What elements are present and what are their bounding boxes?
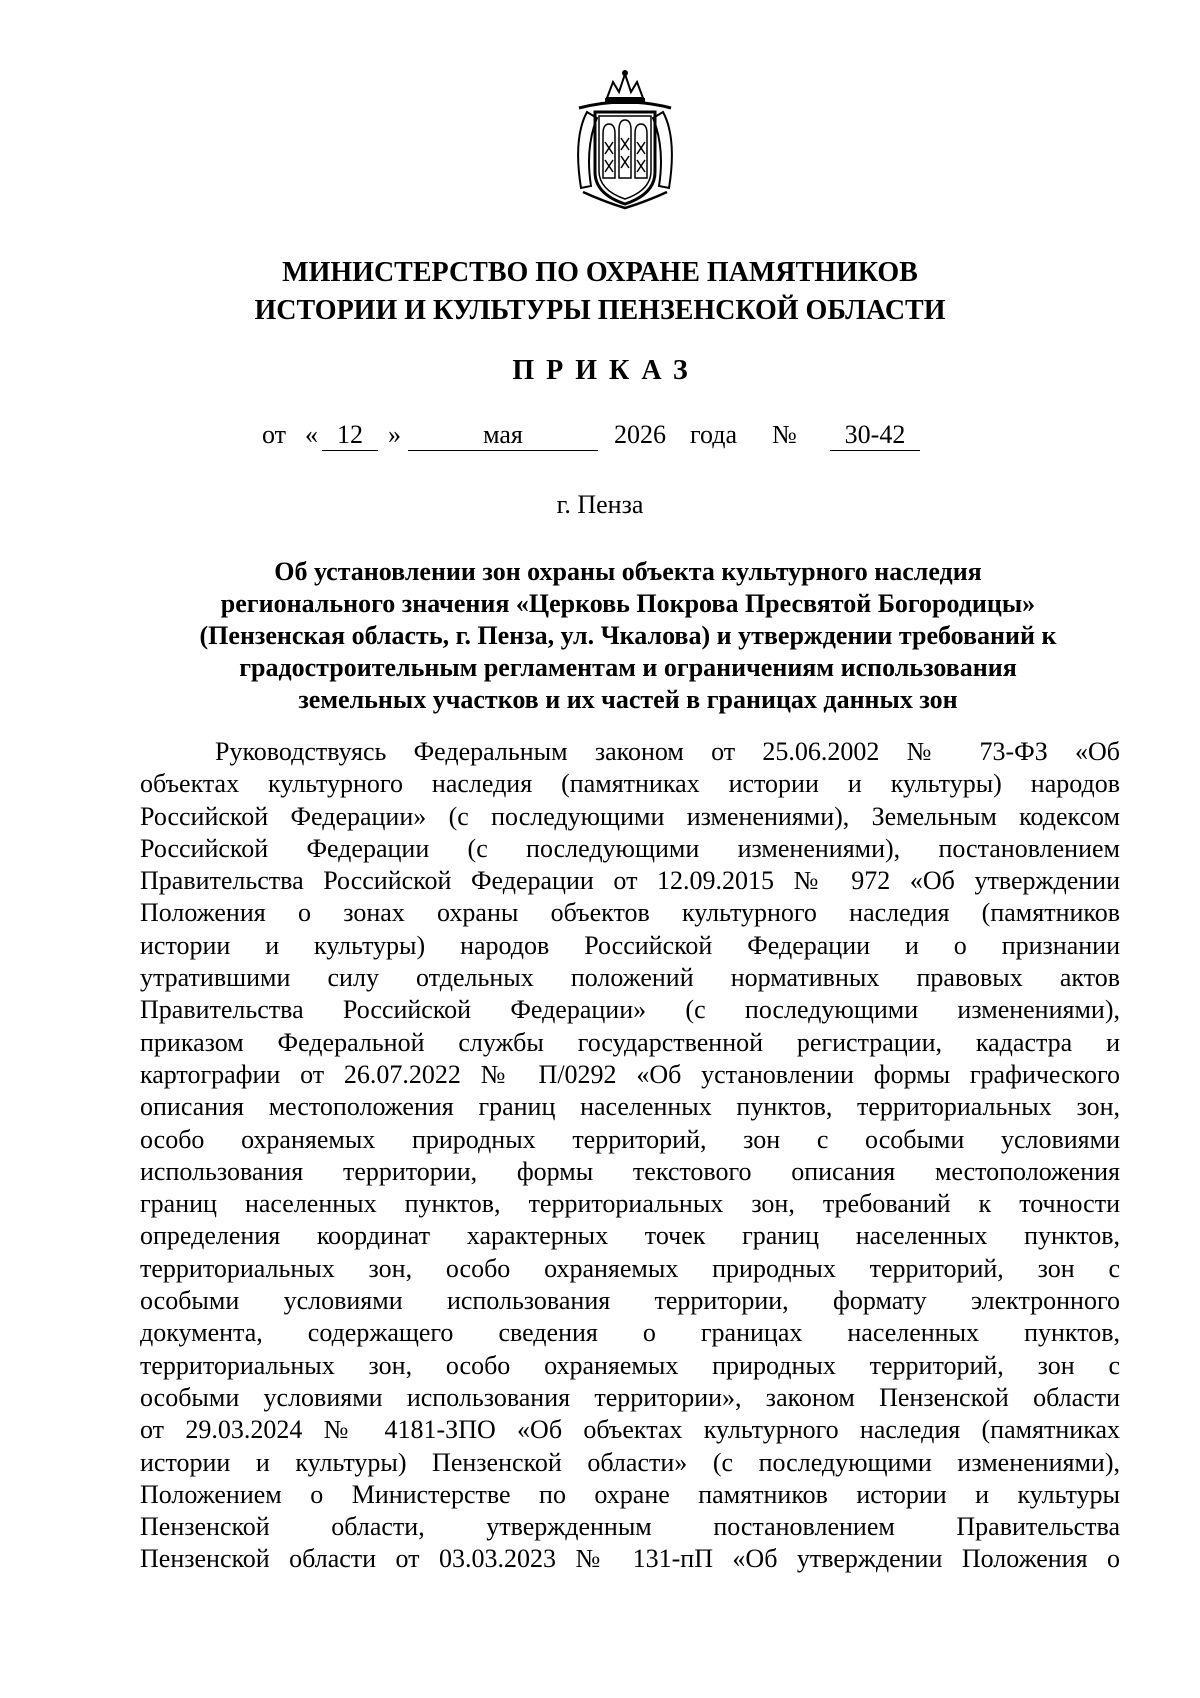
title-line: (Пензенская область, г. Пенза, ул. Чкалова) и утверждении требований к <box>199 621 1057 650</box>
ministry-name-line-1: МИНИСТЕРСТВО ПО ОХРАНЕ ПАМЯТНИКОВ <box>282 257 918 288</box>
date-number-line <box>0 420 1200 456</box>
body-line: объектах культурного наследия (памятниках истории и культуры) народов <box>140 769 1120 799</box>
body-line: Российской Федерации» (с последующими изменениями), Земельным кодексом <box>140 801 1120 831</box>
body-line: утратившими силу отдельных положений нормативных правовых актов <box>140 963 1120 993</box>
from-label: от <box>262 420 287 449</box>
body-line: территориальных зон, особо охраняемых природных территорий, зон с <box>140 1350 1120 1380</box>
quote-close: » <box>388 420 401 449</box>
title-line: земельных участков и их частей в границах данных зон <box>298 685 958 714</box>
document-body <box>140 736 1120 1576</box>
body-line: Пензенской области от 03.03.2023 № 131-пП «Об утверждении Положения о <box>140 1544 1120 1574</box>
body-line: документа, содержащего сведения о границах населенных пунктов, <box>140 1318 1120 1348</box>
body-line: истории и культуры) народов Российской Федерации и о признании <box>140 930 1120 960</box>
body-line: использования территории, формы текстового описания местоположения <box>140 1156 1120 1186</box>
ministry-name-line-2: ИСТОРИИ И КУЛЬТУРЫ ПЕНЗЕНСКОЙ ОБЛАСТИ <box>254 295 946 326</box>
document-type: ПРИКАЗ <box>512 355 700 386</box>
city-name: г. Пенза <box>556 490 644 519</box>
year-label: года <box>690 420 738 449</box>
document-title <box>160 556 1096 716</box>
body-line: описания местоположения границ населенных пунктов, территориальных зон, <box>140 1092 1120 1122</box>
body-line: особо охраняемых природных территорий, зон с особыми условиями <box>140 1124 1120 1154</box>
quote-open: « <box>305 420 318 449</box>
body-line: Правительства Российской Федерации от 12.09.2015 № 972 «Об утверждении <box>140 866 1120 896</box>
body-line: определения координат характерных точек границ населенных пунктов, <box>140 1221 1120 1251</box>
body-line: от 29.03.2024 № 4181-ЗПО «Об объектах культурного наследия (памятниках <box>140 1415 1120 1445</box>
body-line: картографии от 26.07.2022 № П/0292 «Об установлении формы графического <box>140 1059 1120 1089</box>
body-line: Правительства Российской Федерации» (с последующими изменениями), <box>140 995 1120 1025</box>
day-field: 12 <box>322 420 378 451</box>
body-line: приказом Федеральной службы государственной регистрации, кадастра и <box>140 1027 1120 1057</box>
title-line: Об установлении зон охраны объекта культурного наследия <box>274 557 982 586</box>
title-line: регионального значения «Церковь Покрова Пресвятой Богородицы» <box>220 589 1036 618</box>
body-line: особыми условиями использования территории, формату электронного <box>140 1286 1120 1316</box>
body-line: Положением о Министерстве по охране памятников истории и культуры <box>140 1479 1120 1509</box>
year-value: 2026 <box>614 420 666 449</box>
body-line: Пензенской области, утвержденным постановлением Правительства <box>140 1512 1120 1542</box>
body-line: особыми условиями использования территории», законом Пензенской области <box>140 1382 1120 1412</box>
body-line: Российской Федерации (с последующими изменениями), постановлением <box>140 833 1120 863</box>
number-sign: № <box>772 420 797 449</box>
body-line: Руководствуясь Федеральным законом от 25.06.2002 № 73-ФЗ «Об <box>215 737 1120 766</box>
coat-of-arms-emblem <box>565 68 685 214</box>
body-line: границ населенных пунктов, территориальных зон, требований к точности <box>140 1189 1120 1219</box>
order-number-field: 30-42 <box>830 420 920 451</box>
penza-coat-of-arms-icon <box>565 68 685 214</box>
body-line: Положения о зонах охраны объектов культурного наследия (памятников <box>140 898 1120 928</box>
ministry-name <box>0 254 1200 330</box>
month-field: мая <box>408 420 598 451</box>
body-line: территориальных зон, особо охраняемых природных территорий, зон с <box>140 1253 1120 1283</box>
title-line: градостроительным регламентам и ограничениям использования <box>239 653 1017 682</box>
body-line: истории и культуры) Пензенской области» (с последующими изменениями), <box>140 1447 1120 1477</box>
